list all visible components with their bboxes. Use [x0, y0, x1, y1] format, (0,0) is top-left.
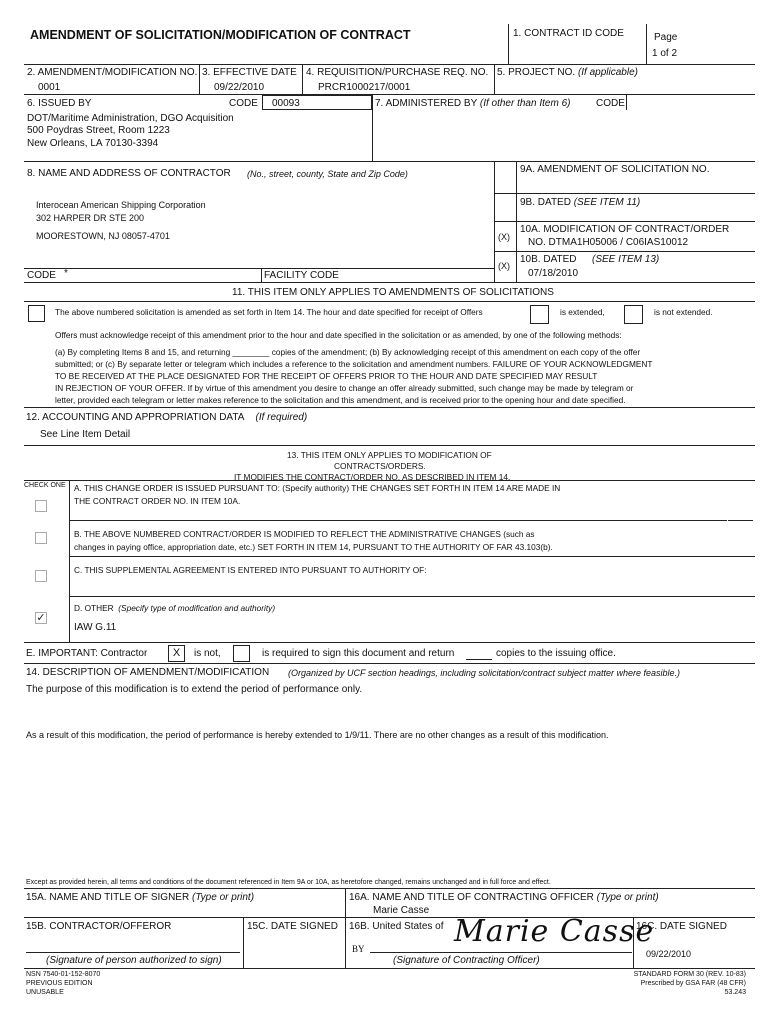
item-16c-value: 09/22/2010 [646, 949, 692, 959]
item-11-line-2: Offers must acknowledge receipt of this amendment prior to the hour and date specified in the solicitation or as amended, by one of the following methods: [55, 330, 622, 340]
rule [24, 888, 755, 889]
rule [24, 445, 755, 446]
page-of: 1 of 2 [652, 48, 678, 59]
rule [24, 301, 755, 302]
contractor-signature-caption: (Signature of person authorized to sign) [46, 955, 222, 966]
rule [69, 520, 727, 521]
rule [494, 221, 755, 222]
rule [24, 480, 755, 481]
rule [69, 596, 755, 597]
contractor-city: MOORESTOWN, NJ 08057-4701 [36, 231, 170, 241]
rule [24, 64, 755, 65]
facility-code-label: FACILITY CODE [264, 270, 339, 281]
rule [728, 520, 753, 521]
issued-code-label: CODE [229, 98, 258, 109]
item-13b-checkbox[interactable] [35, 532, 47, 544]
nsn-line-1: NSN 7540-01-152-8070 [26, 971, 101, 978]
issued-address-3: New Orleans, LA 70130-3394 [27, 138, 159, 149]
form-title: AMENDMENT OF SOLICITATION/MODIFICATION OF CONTRACT [30, 28, 411, 42]
item-13-heading-3: IT MODIFIES THE CONTRACT/ORDER NO. AS DESCRIBED IN ITEM 14. [234, 472, 511, 482]
rule [24, 282, 755, 283]
requisition-label: 4. REQUISITION/PURCHASE REQ. NO. [306, 67, 489, 78]
rule [261, 268, 262, 282]
rule [494, 251, 755, 252]
sf-line-3: 53.243 [724, 989, 746, 996]
except-clause: Except as provided herein, all terms and conditions of the document referenced in Item 9A or 10A, as heretofore changed, remains unchanged and in full force and effect. [26, 879, 551, 886]
officer-signature-caption: (Signature of Contracting Officer) [393, 955, 540, 966]
check-one-label: CHECK ONE [24, 482, 66, 489]
officer-signature: Marie Casse [454, 914, 655, 949]
item-11-line-6: IN REJECTION OF YOUR OFFER. If by virtue of this amendment you desire to change an offer already submitted, such change may be made by telegram or [55, 383, 634, 393]
item-10b-note: (SEE ITEM 13) [592, 254, 660, 265]
item-11-heading: 11. THIS ITEM ONLY APPLIES TO AMENDMENTS OF SOLICITATIONS [232, 287, 554, 298]
item-13a-line-1: A. THIS CHANGE ORDER IS ISSUED PURSUANT TO: (Specify authority) THE CHANGES SET FORTH IN ITEM 14 ARE MADE IN [74, 483, 561, 493]
rule [199, 64, 200, 94]
rule [345, 888, 346, 968]
rule [646, 24, 647, 64]
x-marker-10b: (X) [498, 261, 510, 271]
item-14-note: (Organized by UCF section headings, including solicitation/contract subject matter where feasible.) [288, 668, 681, 678]
administered-code-label: CODE [596, 98, 625, 109]
item-9b-label: 9B. DATED (SEE ITEM 11) [520, 197, 641, 208]
item-11-line-7: letter, provided each telegram or letter makes reference to the solicitation and this amendment, and is received prior to the opening hour and date specified. [55, 395, 626, 405]
sf-line-1: STANDARD FORM 30 (REV. 10-83) [633, 971, 746, 978]
item-13-heading-2: CONTRACTS/ORDERS. [334, 461, 426, 471]
contractor-street: 302 HARPER DR STE 200 [36, 213, 145, 223]
not-extended-checkbox[interactable] [624, 305, 643, 324]
item-11-line-5: TO BE RECEIVED AT THE PLACE DESIGNATED FOR THE RECEIPT OF OFFERS PRIOR TO THE HOUR AND DATE SPECIFIED MAY RESULT [55, 371, 598, 381]
is-not-label: is not, [194, 648, 221, 659]
item-11-line-1: The above numbered solicitation is amended as set forth in Item 14. The hour and date specified for receipt of Offers [55, 307, 483, 317]
item-12-value: See Line Item Detail [40, 429, 131, 440]
issued-address-1: DOT/Maritime Administration, DGO Acquisition [27, 113, 234, 124]
rule [494, 64, 495, 94]
contractor-is-required-box[interactable] [233, 645, 250, 662]
project-no-label: 5. PROJECT NO. (If applicable) [497, 67, 638, 78]
item-15c-label: 15C. DATE SIGNED [247, 921, 338, 932]
rule [24, 968, 755, 969]
item-10a-value: NO. DTMA1H05006 / C06IAS10012 [528, 237, 689, 248]
contractor-name: Interocean American Shipping Corporation [36, 200, 206, 210]
rule [24, 268, 494, 269]
amendment-no-label: 2. AMENDMENT/MODIFICATION NO. [27, 67, 198, 78]
rule [508, 24, 509, 64]
contractor-signature-line [26, 952, 240, 953]
contract-id-label: 1. CONTRACT ID CODE [513, 28, 624, 39]
rule [24, 94, 755, 95]
by-label: BY [352, 944, 365, 954]
issued-address-2: 500 Poydras Street, Room 1223 [27, 125, 170, 136]
effective-date-value: 09/22/2010 [214, 82, 265, 93]
rule [69, 556, 755, 557]
item-13a-line-2: THE CONTRACT ORDER NO. IN ITEM 10A. [74, 496, 241, 506]
item-13b-line-2: changes in paying office, appropriation date, etc.) SET FORTH IN ITEM 14, PURSUANT TO THE AUTHORITY OF FAR 43.103(b). [74, 542, 553, 552]
item-14-para-2: As a result of this modification, the period of performance is hereby extended to 1/9/11. There are no other changes as a result of this modification. [26, 730, 609, 740]
item-13d-label: D. OTHER (Specify type of modification and authority) [74, 603, 276, 613]
nsn-line-3: UNUSABLE [26, 989, 64, 996]
copies-label: copies to the issuing office. [496, 648, 616, 659]
requisition-value: PRCR1000217/0001 [318, 82, 411, 93]
item-16a-value: Marie Casse [373, 905, 430, 916]
item-14-label: 14. DESCRIPTION OF AMENDMENT/MODIFICATION [26, 667, 270, 678]
rule [626, 94, 627, 110]
item-13-heading-1: 13. THIS ITEM ONLY APPLIES TO MODIFICATION OF [287, 450, 492, 460]
item-13d-checkbox[interactable] [35, 612, 47, 624]
administered-by-label: 7. ADMINISTERED BY (If other than Item 6) [375, 98, 571, 109]
item-14-para-1: The purpose of this modification is to extend the period of performance only. [26, 684, 363, 695]
rule [372, 94, 373, 161]
item-13c-line-1: C. THIS SUPPLEMENTAL AGREEMENT IS ENTERED INTO PURSUANT TO AUTHORITY OF: [74, 565, 427, 575]
rule [24, 161, 755, 162]
rule [24, 407, 755, 408]
issued-by-label: 6. ISSUED BY [27, 98, 92, 109]
contractor-note: (No., street, county, State and Zip Code) [247, 169, 408, 179]
rule [243, 917, 244, 968]
rule [69, 480, 70, 642]
copies-blank [466, 659, 492, 660]
item-10b-value: 07/18/2010 [528, 268, 579, 279]
sf-line-2: Prescribed by GSA FAR (48 CFR) [640, 980, 746, 987]
rule [24, 642, 755, 643]
item-13b-line-1: B. THE ABOVE NUMBERED CONTRACT/ORDER IS MODIFIED TO REFLECT THE ADMINISTRATIVE CHANGES (such as [74, 529, 535, 539]
item-15a-label: 15A. NAME AND TITLE OF SIGNER (Type or print) [26, 892, 255, 903]
contractor-code-label: CODE [27, 270, 56, 281]
page-label: Page [654, 32, 678, 43]
rule [633, 917, 634, 968]
issued-code-value: 00093 [272, 98, 300, 109]
extended-checkbox[interactable] [530, 305, 549, 324]
rule [24, 663, 755, 664]
x-marker-10a: (X) [498, 232, 510, 242]
item-16c-label: 16C. DATE SIGNED [636, 921, 727, 932]
item-16b-label: 16B. United States of [349, 921, 444, 932]
rule [302, 64, 303, 94]
rule [494, 193, 755, 194]
item-15b-label: 15B. CONTRACTOR/OFFEROR [26, 921, 172, 932]
not-extended-label: is not extended. [654, 307, 713, 317]
contractor-code-value: * [64, 268, 68, 279]
effective-date-label: 3. EFFECTIVE DATE [202, 67, 297, 78]
item-10a-label: 10A. MODIFICATION OF CONTRACT/ORDER [520, 224, 730, 235]
extended-label: is extended, [560, 307, 605, 317]
contractor-label: 8. NAME AND ADDRESS OF CONTRACTOR [27, 168, 231, 179]
nsn-line-2: PREVIOUS EDITION [26, 980, 93, 987]
item-11-line-4: submitted; or (c) By separate letter or telegram which includes a reference to the solicitation and amendment numbers. FAILURE OF YOUR ACKNOWLEDGMENT [55, 359, 653, 369]
item-13d-value: IAW G.11 [74, 622, 117, 633]
check-mark-icon: ✓ [36, 612, 46, 624]
item-12-label: 12. ACCOUNTING AND APPROPRIATION DATA (If required) [26, 412, 308, 423]
item-13c-checkbox[interactable] [35, 570, 47, 582]
item-10b-label: 10B. DATED [520, 254, 577, 265]
item-11-line-3: (a) By completing Items 8 and 15, and returning ________ copies of the amendment; (b) By acknowledging receipt of this amendment on each copy of the offer [55, 347, 641, 357]
is-required-label: is required to sign this document and return [262, 648, 455, 659]
officer-signature-line [370, 952, 632, 953]
solicitation-checkbox[interactable] [28, 305, 45, 322]
item-16a-label: 16A. NAME AND TITLE OF CONTRACTING OFFICER (Type or print) [349, 892, 659, 903]
amendment-no-value: 0001 [38, 82, 61, 93]
item-13a-checkbox[interactable] [35, 500, 47, 512]
contractor-is-not-box[interactable]: X [168, 645, 185, 662]
item-9a-label: 9A. AMENDMENT OF SOLICITATION NO. [520, 164, 710, 175]
item-e-label: E. IMPORTANT: Contractor [26, 648, 148, 659]
